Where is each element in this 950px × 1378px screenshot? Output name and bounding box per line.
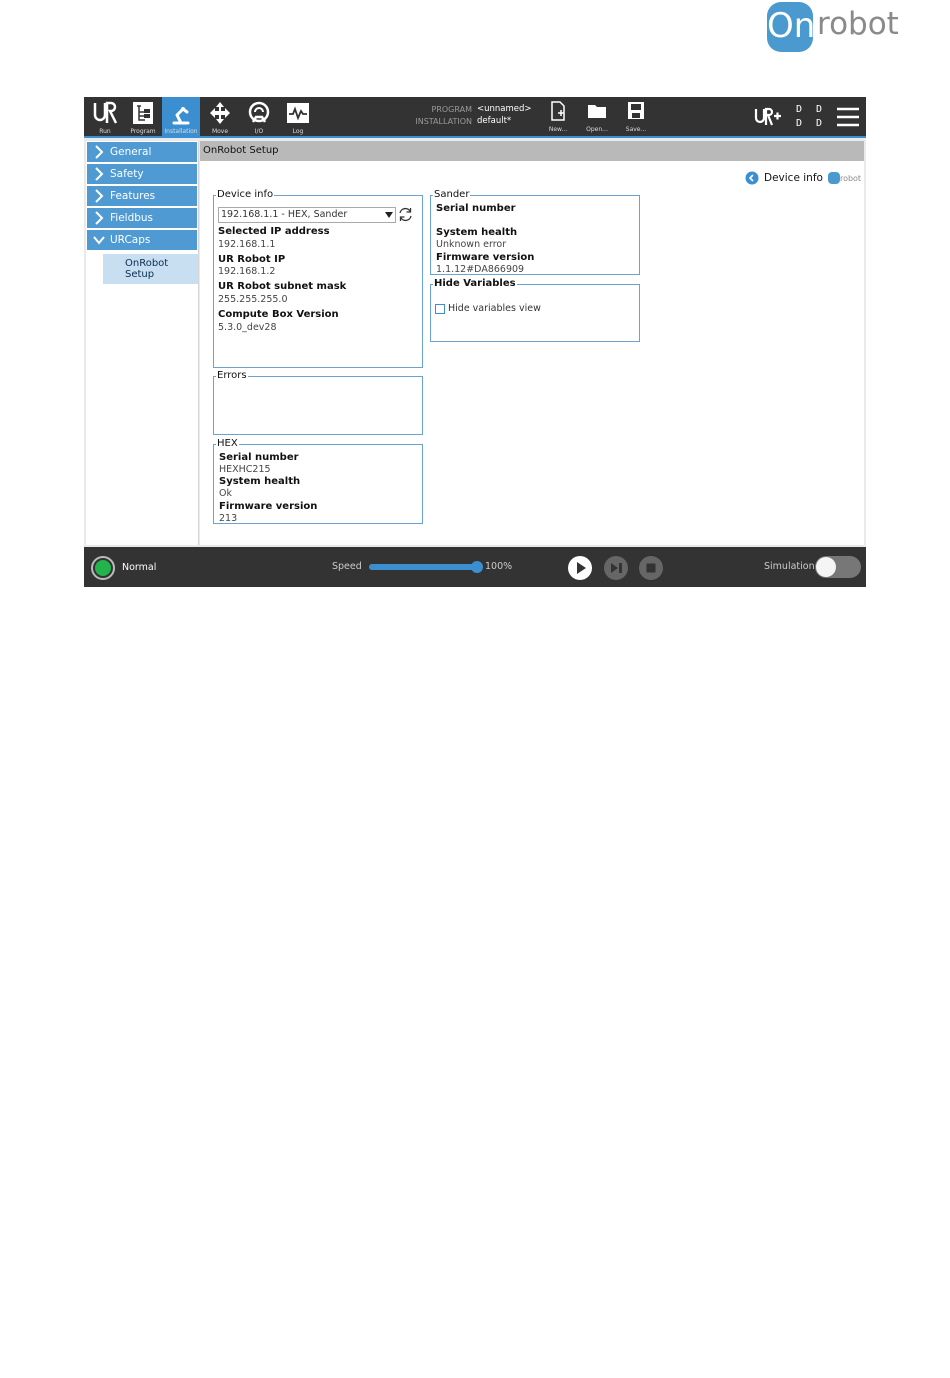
speed-slider-handle[interactable]: [471, 561, 483, 573]
device-info-panel: [213, 189, 423, 368]
errors-legend: Errors: [217, 370, 247, 381]
device-info-legend: Device info: [217, 189, 274, 200]
step-icon[interactable]: [604, 556, 628, 580]
polyscope-window: [84, 97, 866, 587]
open-button[interactable]: [582, 101, 612, 135]
new-button-label: New...: [548, 126, 568, 133]
page-title: OnRobot Setup: [203, 145, 279, 156]
stop-icon[interactable]: [639, 556, 663, 580]
sidebar-item-label: Safety: [110, 168, 144, 180]
sidebar-item-onrobot-setup[interactable]: [103, 254, 198, 284]
page-title-bar: [200, 141, 864, 161]
nav-move[interactable]: [201, 97, 239, 136]
sander-health-value: Unknown error: [436, 239, 507, 250]
onrobot-mini-logo-icon: [828, 172, 840, 184]
play-icon[interactable]: [568, 556, 592, 580]
chevron-right-icon: [93, 186, 105, 206]
dd-indicator-top: D D: [796, 104, 827, 115]
onrobot-wordmark: robot: [817, 6, 899, 42]
sander-firmware-value: 1.1.12#DA866909: [436, 264, 525, 275]
nav-program[interactable]: [124, 97, 162, 136]
hide-variables-panel: [430, 278, 640, 342]
device-info-link[interactable]: [745, 171, 861, 185]
nav-log-label: Log: [292, 128, 304, 135]
chevron-down-icon: [93, 230, 105, 250]
hex-serial-label: Serial number: [219, 452, 299, 463]
content-panel: [200, 141, 864, 545]
save-icon: [626, 101, 646, 121]
save-button[interactable]: [621, 101, 651, 135]
compute-box-version-label: Compute Box Version: [218, 309, 339, 320]
nav-installation[interactable]: [162, 97, 200, 136]
sidebar-item-label: Fieldbus: [110, 212, 154, 224]
program-name: <unnamed>: [477, 104, 532, 114]
simulation-toggle-knob: [816, 557, 836, 577]
sidebar-item-label: General: [110, 146, 152, 158]
robot-status-text: Normal: [122, 562, 157, 573]
hex-legend: HEX: [217, 438, 238, 449]
dropdown-arrow-icon: [385, 212, 393, 218]
sander-legend: Sander: [434, 189, 470, 200]
sidebar-item-label: URCaps: [110, 234, 151, 246]
sidebar-sub-line1: OnRobot: [125, 258, 169, 269]
open-folder-icon: [587, 101, 607, 121]
speed-label: Speed: [332, 561, 362, 572]
nav-move-label: Move: [211, 128, 229, 135]
selected-ip-label: Selected IP address: [218, 226, 330, 237]
ur-logo-icon: [92, 101, 118, 125]
ur-plus-icon[interactable]: [754, 107, 782, 127]
back-arrow-icon: [745, 171, 759, 185]
device-info-link-label: Device info: [764, 172, 823, 184]
onrobot-logo: [767, 2, 897, 54]
onrobot-mini-wordmark: robot: [839, 173, 862, 183]
open-button-label: Open...: [586, 126, 608, 133]
hide-variables-checkbox-label: Hide variables view: [448, 303, 541, 314]
footer-bar: [84, 547, 866, 587]
device-select-value: 192.168.1.1 - HEX, Sander: [221, 209, 348, 220]
hex-firmware-value: 213: [219, 513, 238, 524]
hex-panel: [213, 438, 423, 524]
sander-firmware-label: Firmware version: [436, 252, 535, 263]
hide-variables-checkbox-row[interactable]: [435, 303, 541, 314]
sidebar-item-general[interactable]: [87, 142, 197, 164]
chevron-right-icon: [93, 142, 105, 162]
speed-slider-fill: [369, 564, 477, 570]
new-file-icon: [550, 101, 566, 121]
hamburger-menu-icon[interactable]: [836, 107, 860, 127]
sidebar-item-urcaps[interactable]: [87, 230, 197, 252]
sidebar-sub-label: [125, 258, 168, 280]
ur-robot-ip-value: 192.168.1.2: [218, 266, 276, 277]
speed-slider[interactable]: [369, 564, 477, 570]
hex-serial-value: HEXHC215: [219, 464, 271, 475]
save-button-label: Save...: [625, 126, 647, 133]
installation-label: INSTALLATION: [415, 117, 472, 126]
sidebar: [86, 141, 199, 545]
new-button[interactable]: [543, 101, 573, 135]
nav-installation-label: Installation: [164, 128, 198, 135]
refresh-icon[interactable]: [398, 207, 413, 222]
ur-robot-ip-label: UR Robot IP: [218, 254, 286, 265]
selected-ip-value: 192.168.1.1: [218, 239, 276, 250]
sidebar-item-features[interactable]: [87, 186, 197, 208]
nav-log[interactable]: [279, 97, 317, 136]
sidebar-item-fieldbus[interactable]: [87, 208, 197, 230]
sander-panel: [430, 189, 640, 275]
hex-health-label: System health: [219, 476, 301, 487]
sander-serial-label: Serial number: [436, 203, 516, 214]
nav-run-label: Run: [99, 128, 111, 135]
chevron-right-icon: [93, 208, 105, 228]
errors-panel: [213, 370, 423, 435]
sander-health-label: System health: [436, 227, 518, 238]
program-icon: [130, 101, 156, 125]
nav-program-label: Program: [130, 128, 156, 135]
hide-variables-legend: Hide Variables: [434, 278, 516, 289]
hide-variables-checkbox[interactable]: [435, 304, 445, 314]
power-status-button[interactable]: [91, 556, 115, 580]
dd-indicator-bottom: D D: [796, 118, 827, 129]
subnet-mask-label: UR Robot subnet mask: [218, 281, 347, 292]
move-icon: [207, 101, 233, 125]
program-label: PROGRAM: [431, 105, 472, 114]
hex-firmware-label: Firmware version: [219, 501, 318, 512]
io-icon: [246, 101, 272, 125]
installation-icon: [168, 101, 194, 125]
nav-io-label: I/O: [254, 128, 264, 135]
nav-io[interactable]: [240, 97, 278, 136]
sidebar-item-label: Features: [110, 190, 156, 202]
onrobot-badge: On: [767, 2, 813, 52]
subnet-mask-value: 255.255.255.0: [218, 294, 288, 305]
device-select[interactable]: [218, 207, 396, 223]
speed-value: 100%: [485, 561, 513, 572]
simulation-toggle[interactable]: [815, 556, 861, 578]
chevron-right-icon: [93, 164, 105, 184]
simulation-label: Simulation: [764, 561, 815, 572]
sidebar-item-safety[interactable]: [87, 164, 197, 186]
header-bar: [84, 97, 866, 138]
sidebar-sub-line2: Setup: [125, 269, 155, 280]
hex-health-value: Ok: [219, 488, 232, 499]
compute-box-version-value: 5.3.0_dev28: [218, 322, 277, 333]
log-icon: [285, 101, 311, 125]
installation-name: default*: [477, 116, 512, 126]
nav-run[interactable]: [86, 97, 124, 136]
